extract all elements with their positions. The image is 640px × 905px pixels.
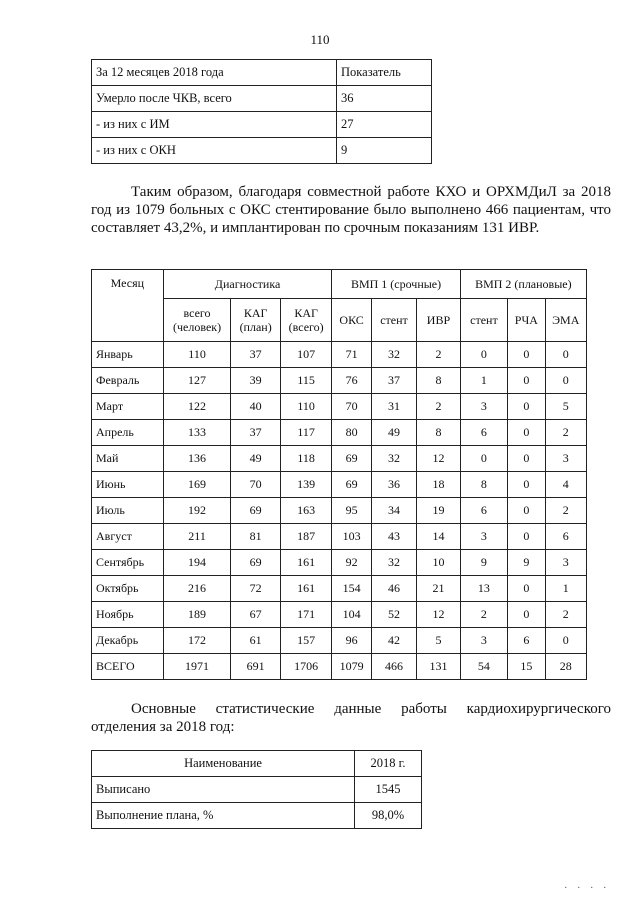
table-cell: - из них с ОКН — [92, 138, 337, 164]
value-cell: 107 — [280, 342, 332, 368]
value-cell: 0 — [508, 524, 545, 550]
value-cell: 8 — [417, 368, 460, 394]
value-cell: 0 — [508, 446, 545, 472]
table-row — [92, 112, 432, 138]
value-cell: 0 — [508, 576, 545, 602]
table-cell: 98,0% — [355, 803, 422, 829]
subheader-cell: ЭМА — [545, 299, 586, 342]
value-cell: 0 — [508, 420, 545, 446]
value-cell: 42 — [371, 628, 416, 654]
value-cell: 194 — [163, 550, 231, 576]
value-cell: 37 — [231, 420, 281, 446]
department-stats-table — [91, 750, 422, 829]
table-cell: 1545 — [355, 777, 422, 803]
value-cell: 136 — [163, 446, 231, 472]
value-cell: 43 — [371, 524, 416, 550]
value-cell: 0 — [545, 368, 586, 394]
table-row — [92, 803, 422, 829]
table-row — [92, 138, 432, 164]
value-cell: 2 — [545, 602, 586, 628]
value-cell: 3 — [460, 394, 507, 420]
table-row — [92, 86, 432, 112]
value-cell: 32 — [371, 550, 416, 576]
value-cell: 71 — [332, 342, 371, 368]
value-cell: 216 — [163, 576, 231, 602]
value-cell: 3 — [460, 524, 507, 550]
value-cell: 95 — [332, 498, 371, 524]
value-cell: 96 — [332, 628, 371, 654]
value-cell: 9 — [508, 550, 545, 576]
value-cell: 1 — [460, 368, 507, 394]
table-row — [92, 394, 587, 420]
month-cell: Ноябрь — [92, 602, 164, 628]
value-cell: 3 — [545, 550, 586, 576]
value-cell: 127 — [163, 368, 231, 394]
value-cell: 21 — [417, 576, 460, 602]
value-cell: 0 — [508, 342, 545, 368]
subheader-cell: ОКС — [332, 299, 371, 342]
value-cell: 3 — [545, 446, 586, 472]
value-cell: 28 — [545, 654, 586, 680]
value-cell: 19 — [417, 498, 460, 524]
month-cell: Сентябрь — [92, 550, 164, 576]
value-cell: 37 — [371, 368, 416, 394]
value-cell: 1706 — [280, 654, 332, 680]
value-cell: 2 — [417, 342, 460, 368]
summary-paragraph: Таким образом, благодаря совместной работе КХО и ОРХМДиЛ за 2018 год из 1079 больных с ОКС стентирование было выполнено 466 пациентам, что составляет 43,2%, и имплантирован по срочным показаниям 131 ИВР. — [91, 184, 611, 236]
value-cell: 12 — [417, 446, 460, 472]
month-cell: Март — [92, 394, 164, 420]
value-cell: 69 — [332, 472, 371, 498]
table-cell: Выписано — [92, 777, 355, 803]
table-header-cell: Показатель — [337, 60, 432, 86]
value-cell: 161 — [280, 550, 332, 576]
stats-intro-paragraph: Основные статистические данные работы кардиохирургического отделения за 2018 год: — [91, 701, 611, 735]
value-cell: 70 — [332, 394, 371, 420]
value-cell: 6 — [508, 628, 545, 654]
value-cell: 691 — [231, 654, 281, 680]
table-header-row — [92, 751, 422, 777]
value-cell: 0 — [508, 602, 545, 628]
value-cell: 8 — [417, 420, 460, 446]
subheader-cell: КАГ (всего) — [280, 299, 332, 342]
month-cell: Апрель — [92, 420, 164, 446]
month-cell: Май — [92, 446, 164, 472]
month-cell: Июнь — [92, 472, 164, 498]
table-row — [92, 342, 587, 368]
subheader-cell: РЧА — [508, 299, 545, 342]
subheader-cell: КАГ (план) — [231, 299, 281, 342]
value-cell: 103 — [332, 524, 371, 550]
month-cell: Июль — [92, 498, 164, 524]
value-cell: 163 — [280, 498, 332, 524]
value-cell: 139 — [280, 472, 332, 498]
value-cell: 6 — [460, 420, 507, 446]
subheader-cell: стент — [460, 299, 507, 342]
value-cell: 1 — [545, 576, 586, 602]
value-cell: 5 — [545, 394, 586, 420]
value-cell: 54 — [460, 654, 507, 680]
subheader-cell: ИВР — [417, 299, 460, 342]
value-cell: 81 — [231, 524, 281, 550]
value-cell: 61 — [231, 628, 281, 654]
value-cell: 70 — [231, 472, 281, 498]
value-cell: 69 — [231, 498, 281, 524]
value-cell: 0 — [460, 342, 507, 368]
value-cell: 0 — [508, 472, 545, 498]
table-row — [92, 498, 587, 524]
group-header-vmp2: ВМП 2 (плановые) — [460, 270, 586, 299]
month-cell: Январь — [92, 342, 164, 368]
table-total-row — [92, 654, 587, 680]
table-row — [92, 628, 587, 654]
value-cell: 0 — [508, 394, 545, 420]
value-cell: 1079 — [332, 654, 371, 680]
value-cell: 104 — [332, 602, 371, 628]
value-cell: 1971 — [163, 654, 231, 680]
value-cell: 39 — [231, 368, 281, 394]
value-cell: 15 — [508, 654, 545, 680]
value-cell: 3 — [460, 628, 507, 654]
value-cell: 49 — [371, 420, 416, 446]
value-cell: 5 — [417, 628, 460, 654]
value-cell: 14 — [417, 524, 460, 550]
table-cell: - из них с ИМ — [92, 112, 337, 138]
value-cell: 67 — [231, 602, 281, 628]
value-cell: 2 — [417, 394, 460, 420]
value-cell: 6 — [460, 498, 507, 524]
scan-artifact-dots: . . . . — [564, 880, 610, 891]
value-cell: 46 — [371, 576, 416, 602]
value-cell: 2 — [545, 420, 586, 446]
page-number: 110 — [310, 32, 330, 47]
value-cell: 49 — [231, 446, 281, 472]
table-header-cell: За 12 месяцев 2018 года — [92, 60, 337, 86]
value-cell: 10 — [417, 550, 460, 576]
table-cell: 27 — [337, 112, 432, 138]
table-cell: 36 — [337, 86, 432, 112]
group-header-diagnostics: Диагностика — [163, 270, 332, 299]
value-cell: 154 — [332, 576, 371, 602]
value-cell: 69 — [332, 446, 371, 472]
value-cell: 32 — [371, 446, 416, 472]
table-header-cell: 2018 г. — [355, 751, 422, 777]
value-cell: 118 — [280, 446, 332, 472]
table-row — [92, 777, 422, 803]
value-cell: 34 — [371, 498, 416, 524]
table-header-row — [92, 270, 587, 299]
subheader-cell: стент — [371, 299, 416, 342]
value-cell: 12 — [417, 602, 460, 628]
table-row — [92, 550, 587, 576]
value-cell: 161 — [280, 576, 332, 602]
month-cell: ВСЕГО — [92, 654, 164, 680]
value-cell: 189 — [163, 602, 231, 628]
value-cell: 76 — [332, 368, 371, 394]
value-cell: 13 — [460, 576, 507, 602]
mortality-table — [91, 59, 432, 164]
value-cell: 122 — [163, 394, 231, 420]
value-cell: 37 — [231, 342, 281, 368]
value-cell: 117 — [280, 420, 332, 446]
group-header-vmp1: ВМП 1 (срочные) — [332, 270, 460, 299]
value-cell: 80 — [332, 420, 371, 446]
value-cell: 36 — [371, 472, 416, 498]
table-cell: Умерло после ЧКВ, всего — [92, 86, 337, 112]
value-cell: 8 — [460, 472, 507, 498]
value-cell: 0 — [545, 342, 586, 368]
value-cell: 32 — [371, 342, 416, 368]
table-cell: 9 — [337, 138, 432, 164]
table-row — [92, 602, 587, 628]
monthly-stats-table — [91, 269, 587, 680]
value-cell: 0 — [508, 498, 545, 524]
value-cell: 110 — [280, 394, 332, 420]
table-cell: Выполнение плана, % — [92, 803, 355, 829]
value-cell: 92 — [332, 550, 371, 576]
value-cell: 4 — [545, 472, 586, 498]
value-cell: 169 — [163, 472, 231, 498]
value-cell: 18 — [417, 472, 460, 498]
table-row — [92, 472, 587, 498]
value-cell: 2 — [545, 498, 586, 524]
table-header-row — [92, 60, 432, 86]
value-cell: 157 — [280, 628, 332, 654]
value-cell: 192 — [163, 498, 231, 524]
value-cell: 115 — [280, 368, 332, 394]
value-cell: 466 — [371, 654, 416, 680]
value-cell: 133 — [163, 420, 231, 446]
table-row — [92, 524, 587, 550]
value-cell: 9 — [460, 550, 507, 576]
month-cell: Февраль — [92, 368, 164, 394]
value-cell: 31 — [371, 394, 416, 420]
subheader-cell: всего (человек) — [163, 299, 231, 342]
month-cell: Декабрь — [92, 628, 164, 654]
table-header-cell: Наименование — [92, 751, 355, 777]
table-subheader-row — [92, 299, 587, 342]
value-cell: 211 — [163, 524, 231, 550]
table-row — [92, 576, 587, 602]
month-column-header: Месяц — [92, 270, 164, 342]
month-cell: Август — [92, 524, 164, 550]
table-row — [92, 446, 587, 472]
month-cell: Октябрь — [92, 576, 164, 602]
value-cell: 52 — [371, 602, 416, 628]
value-cell: 40 — [231, 394, 281, 420]
table-row — [92, 420, 587, 446]
value-cell: 110 — [163, 342, 231, 368]
value-cell: 172 — [163, 628, 231, 654]
value-cell: 131 — [417, 654, 460, 680]
table-row — [92, 368, 587, 394]
value-cell: 0 — [460, 446, 507, 472]
value-cell: 6 — [545, 524, 586, 550]
value-cell: 171 — [280, 602, 332, 628]
value-cell: 69 — [231, 550, 281, 576]
value-cell: 72 — [231, 576, 281, 602]
value-cell: 0 — [508, 368, 545, 394]
value-cell: 0 — [545, 628, 586, 654]
value-cell: 187 — [280, 524, 332, 550]
value-cell: 2 — [460, 602, 507, 628]
